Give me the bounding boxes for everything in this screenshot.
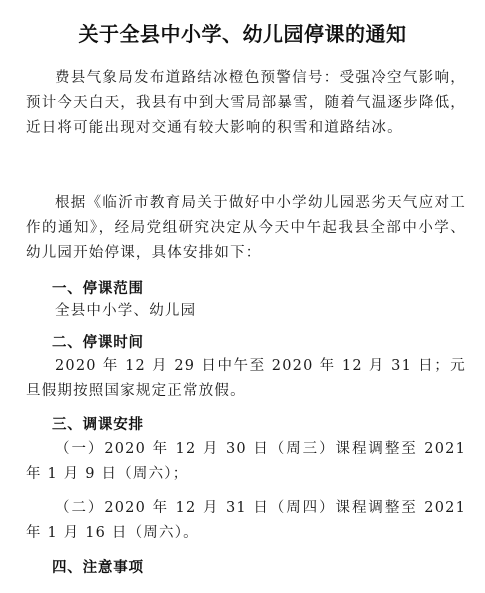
notice-title: 关于全县中小学、幼儿园停课的通知 xyxy=(78,22,407,46)
section-heading-scope: 一、停课范围 xyxy=(52,281,144,297)
schedule-item-1 xyxy=(26,437,466,487)
section-heading-time: 二、停课时间 xyxy=(52,335,144,351)
decision-paragraph xyxy=(26,191,466,266)
time-text: 2020 年 12 月 29 日中午至 2020 年 12 月 31 日；元旦假期按照国家规定正常放假。 xyxy=(26,358,466,399)
schedule-item-1-text: （一）2020 年 12 月 30 日（周三）课程调整至 2021 年 1 月 9 日（周六）； xyxy=(26,441,466,482)
paragraph-weather-warning: 费县气象局发布道路结冰橙色预警信号：受强冷空气影响，预计今天白天，我县有中到大雪局部暴雪，随着气温逐步降低，近日将可能出现对交通有较大影响的积雪和道路结冰。 xyxy=(26,70,466,136)
schedule-item-2-text: （二）2020 年 12 月 31 日（周四）课程调整至 2021 年 1 月 16 日（周六）。 xyxy=(26,500,466,541)
paragraph-decision: 根据《临沂市教育局关于做好中小学幼儿园恶劣天气应对工作的通知》，经局党组研究决定从今天中午起我县全部中小学、幼儿园开始停课，具体安排如下： xyxy=(26,195,466,261)
section-content-time xyxy=(26,354,466,404)
schedule-item-2 xyxy=(26,496,466,546)
scope-text: 全县中小学、幼儿园 xyxy=(55,303,197,319)
section-content-scope xyxy=(26,299,466,324)
section-heading-notes: 四、注意事项 xyxy=(52,560,144,576)
section-heading-schedule: 三、调课安排 xyxy=(52,417,144,433)
intro-paragraph xyxy=(26,66,466,141)
